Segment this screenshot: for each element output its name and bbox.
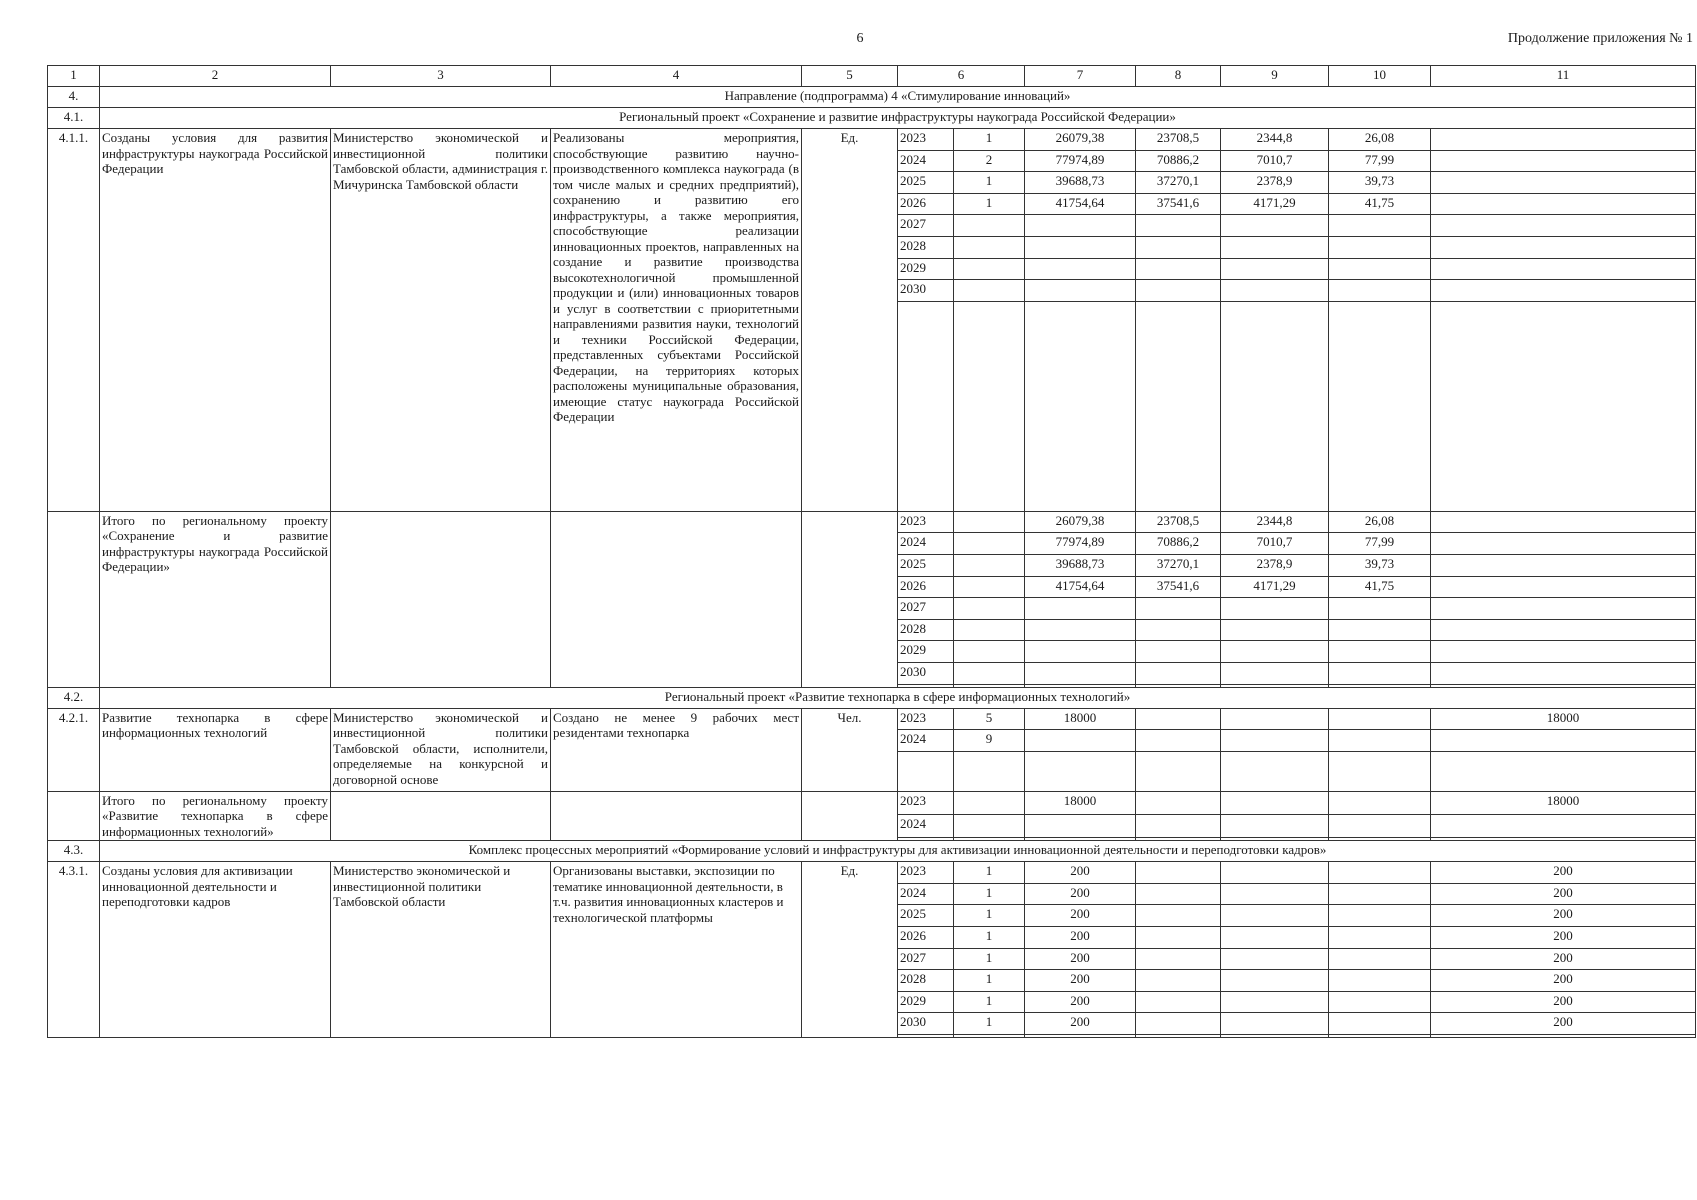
value-cell: 39,73 — [1329, 172, 1431, 194]
value-cell: 37270,1 — [1136, 172, 1221, 194]
value-cell: 77,99 — [1329, 150, 1431, 172]
value-cell — [954, 598, 1025, 620]
column-header: 7 — [1025, 66, 1136, 87]
value-cell — [1025, 730, 1136, 752]
section-number: 4.2. — [48, 687, 100, 708]
filler-cell — [1431, 751, 1696, 791]
value-cell — [954, 641, 1025, 663]
value-cell — [1136, 730, 1221, 752]
value-cell — [1136, 708, 1221, 730]
value-cell: 2 — [954, 150, 1025, 172]
value-cell — [1136, 598, 1221, 620]
value-cell — [1025, 598, 1136, 620]
value-cell: 18000 — [1025, 708, 1136, 730]
value-cell — [1221, 1013, 1329, 1035]
value-cell — [1136, 926, 1221, 948]
value-cell: 200 — [1431, 862, 1696, 884]
year-cell: 2028 — [898, 970, 954, 992]
value-cell — [1431, 215, 1696, 237]
value-cell — [1329, 948, 1431, 970]
year-cell: 2026 — [898, 576, 954, 598]
value-cell: 200 — [1431, 926, 1696, 948]
value-cell: 39688,73 — [1025, 172, 1136, 194]
value-cell — [1329, 215, 1431, 237]
value-cell — [1221, 991, 1329, 1013]
value-cell — [1221, 905, 1329, 927]
column-header: 11 — [1431, 66, 1696, 87]
year-cell: 2025 — [898, 905, 954, 927]
value-cell: 41,75 — [1329, 576, 1431, 598]
value-cell: 77974,89 — [1025, 150, 1136, 172]
value-cell — [1221, 280, 1329, 302]
value-cell — [1221, 730, 1329, 752]
section-title: Региональный проект «Сохранение и развитие инфраструктуры наукограда Российской Федерации» — [100, 108, 1696, 129]
column-header: 1 — [48, 66, 100, 87]
value-cell — [1136, 862, 1221, 884]
value-cell — [1025, 619, 1136, 641]
value-cell: 1 — [954, 1013, 1025, 1035]
value-cell — [1221, 708, 1329, 730]
year-cell: 2030 — [898, 662, 954, 684]
section-title: Региональный проект «Развитие технопарка в сфере информационных технологий» — [100, 687, 1696, 708]
year-cell: 2023 — [898, 791, 954, 814]
value-cell: 37541,6 — [1136, 576, 1221, 598]
result-text: Развитие технопарка в сфере информационных технологий — [100, 708, 331, 791]
value-cell: 1 — [954, 129, 1025, 151]
value-cell: 200 — [1431, 905, 1696, 927]
result-text: Созданы условия для активизации инновационной деятельности и переподготовки кадров — [100, 862, 331, 1038]
column-header: 4 — [551, 66, 802, 87]
value-cell: 1 — [954, 883, 1025, 905]
filler-cell — [954, 751, 1025, 791]
column-header: 8 — [1136, 66, 1221, 87]
year-cell: 2029 — [898, 991, 954, 1013]
value-cell: 37541,6 — [1136, 193, 1221, 215]
unit-text: Ед. — [802, 129, 898, 512]
value-cell: 1 — [954, 172, 1025, 194]
value-cell: 26,08 — [1329, 129, 1431, 151]
value-cell — [1221, 662, 1329, 684]
value-cell: 5 — [954, 708, 1025, 730]
value-cell — [954, 619, 1025, 641]
description-cell — [551, 791, 802, 841]
unit-text: Ед. — [802, 862, 898, 1038]
index-cell — [48, 511, 100, 687]
value-cell — [1329, 619, 1431, 641]
value-cell: 1 — [954, 926, 1025, 948]
value-cell — [1221, 862, 1329, 884]
year-cell: 2030 — [898, 1013, 954, 1035]
value-cell — [1329, 970, 1431, 992]
value-cell — [1025, 236, 1136, 258]
value-cell: 9 — [954, 730, 1025, 752]
value-cell: 4171,29 — [1221, 193, 1329, 215]
value-cell: 26,08 — [1329, 511, 1431, 533]
value-cell — [1025, 814, 1136, 837]
value-cell: 1 — [954, 862, 1025, 884]
value-cell — [1329, 258, 1431, 280]
year-cell: 2023 — [898, 862, 954, 884]
filler-cell — [1431, 1034, 1696, 1037]
value-cell — [1221, 619, 1329, 641]
value-cell: 200 — [1431, 991, 1696, 1013]
year-cell: 2024 — [898, 533, 954, 555]
filler-cell — [1025, 1034, 1136, 1037]
value-cell: 4171,29 — [1221, 576, 1329, 598]
year-cell: 2023 — [898, 129, 954, 151]
year-cell: 2026 — [898, 193, 954, 215]
responsible-text: Министерство экономической и инвестиционной политики Тамбовской области — [331, 862, 551, 1038]
value-cell: 1 — [954, 948, 1025, 970]
total-row — [48, 791, 1696, 814]
result-text: Созданы условия для развития инфраструктуры наукограда Российской Федерации — [100, 129, 331, 512]
year-cell: 2024 — [898, 150, 954, 172]
value-cell — [1329, 926, 1431, 948]
value-cell: 2344,8 — [1221, 129, 1329, 151]
value-cell — [1329, 1013, 1431, 1035]
responsible-cell — [331, 791, 551, 841]
value-cell — [954, 554, 1025, 576]
value-cell: 7010,7 — [1221, 533, 1329, 555]
value-cell: 26079,38 — [1025, 511, 1136, 533]
value-cell: 200 — [1431, 883, 1696, 905]
responsible-text: Министерство экономической и инвестиционной политики Тамбовской области, администрация г. Мичуринска Тамбовской области — [331, 129, 551, 512]
year-cell: 2027 — [898, 948, 954, 970]
value-cell: 41,75 — [1329, 193, 1431, 215]
value-cell: 37270,1 — [1136, 554, 1221, 576]
value-cell: 26079,38 — [1025, 129, 1136, 151]
filler-cell — [898, 1034, 954, 1037]
unit-cell — [802, 791, 898, 841]
section-number: 4.3. — [48, 841, 100, 862]
value-cell — [1025, 215, 1136, 237]
result-number: 4.3.1. — [48, 862, 100, 1038]
filler-cell — [1136, 751, 1221, 791]
value-cell — [954, 791, 1025, 814]
value-cell: 23708,5 — [1136, 511, 1221, 533]
value-cell — [1329, 641, 1431, 663]
filler-cell — [954, 1034, 1025, 1037]
value-cell — [954, 576, 1025, 598]
year-cell: 2024 — [898, 730, 954, 752]
year-cell: 2029 — [898, 258, 954, 280]
description-text: Реализованы мероприятия, способствующие развитию научно-производственного комплекса наукограда (в том числе малых и средних предприятий), сохранению и развитию его инфраструктуры, а также мероприятия, способствующие реализации инновационных проектов, направленных на создание и развитие производства высокотехнологичной промышленной продукции и (или) инновационных товаров и услуг в соответствии с приоритетными направлениями развития науки, технологий и техники Российской Федерации, представленных субъектами Российской Федерации, на территориях которых расположены муниципальные образования, имеющие статус наукограда Российской Федерации — [551, 129, 802, 512]
value-cell: 200 — [1025, 905, 1136, 927]
value-cell: 41754,64 — [1025, 193, 1136, 215]
value-cell: 200 — [1025, 948, 1136, 970]
value-cell — [1431, 129, 1696, 151]
description-text: Создано не менее 9 рабочих мест резидентами технопарка — [551, 708, 802, 791]
value-cell — [1136, 905, 1221, 927]
value-cell — [1136, 280, 1221, 302]
value-cell — [1136, 948, 1221, 970]
total-row — [48, 511, 1696, 533]
value-cell: 18000 — [1025, 791, 1136, 814]
description-cell — [551, 511, 802, 687]
column-header: 5 — [802, 66, 898, 87]
value-cell — [954, 533, 1025, 555]
value-cell: 7010,7 — [1221, 150, 1329, 172]
value-cell: 70886,2 — [1136, 533, 1221, 555]
result-row — [48, 129, 1696, 151]
result-number: 4.2.1. — [48, 708, 100, 791]
year-cell: 2025 — [898, 554, 954, 576]
filler-cell — [1025, 301, 1136, 511]
value-cell — [1431, 598, 1696, 620]
responsible-text: Министерство экономической и инвестиционной политики Тамбовской области, исполнители, определяемые на конкурсной и договорной основе — [331, 708, 551, 791]
value-cell — [1431, 258, 1696, 280]
value-cell: 39,73 — [1329, 554, 1431, 576]
filler-cell — [1136, 301, 1221, 511]
section-number: 4.1. — [48, 108, 100, 129]
unit-cell — [802, 511, 898, 687]
value-cell: 1 — [954, 970, 1025, 992]
description-text: Организованы выставки, экспозиции по тематике инновационной деятельности, в т.ч. развития инновационных кластеров и технологической платформы — [551, 862, 802, 1038]
value-cell — [1329, 991, 1431, 1013]
value-cell — [1431, 511, 1696, 533]
result-row — [48, 708, 1696, 730]
value-cell — [1136, 215, 1221, 237]
filler-cell — [1431, 301, 1696, 511]
value-cell — [1136, 236, 1221, 258]
value-cell — [1221, 814, 1329, 837]
value-cell — [1221, 215, 1329, 237]
value-cell — [1431, 533, 1696, 555]
section-title: Направление (подпрограмма) 4 «Стимулирование инноваций» — [100, 87, 1696, 108]
appendix-note: Продолжение приложения № 1 — [1507, 31, 1693, 46]
value-cell — [1431, 619, 1696, 641]
value-cell — [1221, 258, 1329, 280]
value-cell: 200 — [1025, 1013, 1136, 1035]
value-cell — [1136, 619, 1221, 641]
value-cell — [1329, 236, 1431, 258]
value-cell — [1329, 280, 1431, 302]
section-row — [48, 687, 1696, 708]
filler-cell — [1136, 1034, 1221, 1037]
year-cell: 2027 — [898, 598, 954, 620]
column-header: 3 — [331, 66, 551, 87]
value-cell — [1431, 193, 1696, 215]
value-cell — [1431, 172, 1696, 194]
filler-cell — [1329, 751, 1431, 791]
value-cell — [1025, 662, 1136, 684]
value-cell — [1221, 970, 1329, 992]
value-cell — [1221, 883, 1329, 905]
index-cell — [48, 791, 100, 841]
value-cell: 77974,89 — [1025, 533, 1136, 555]
value-cell: 200 — [1431, 1013, 1696, 1035]
value-cell: 1 — [954, 193, 1025, 215]
value-cell: 1 — [954, 991, 1025, 1013]
value-cell — [1329, 708, 1431, 730]
unit-text: Чел. — [802, 708, 898, 791]
value-cell: 2344,8 — [1221, 511, 1329, 533]
value-cell — [1221, 926, 1329, 948]
value-cell: 200 — [1025, 991, 1136, 1013]
value-cell: 2378,9 — [1221, 554, 1329, 576]
page-number: 6 — [856, 31, 864, 46]
value-cell — [1329, 862, 1431, 884]
value-cell — [1136, 814, 1221, 837]
value-cell: 18000 — [1431, 791, 1696, 814]
value-cell: 200 — [1431, 948, 1696, 970]
value-cell — [1431, 662, 1696, 684]
filler-cell — [1329, 1034, 1431, 1037]
year-cell: 2029 — [898, 641, 954, 663]
value-cell — [1136, 1013, 1221, 1035]
value-cell — [1221, 948, 1329, 970]
value-cell — [954, 236, 1025, 258]
value-cell — [1329, 598, 1431, 620]
value-cell — [1025, 258, 1136, 280]
result-number: 4.1.1. — [48, 129, 100, 512]
value-cell — [954, 662, 1025, 684]
value-cell — [1431, 236, 1696, 258]
value-cell — [1431, 150, 1696, 172]
value-cell — [1329, 662, 1431, 684]
value-cell — [954, 814, 1025, 837]
filler-cell — [954, 301, 1025, 511]
filler-cell — [1221, 751, 1329, 791]
value-cell: 200 — [1025, 883, 1136, 905]
value-cell — [1136, 991, 1221, 1013]
column-header: 9 — [1221, 66, 1329, 87]
value-cell — [1431, 576, 1696, 598]
value-cell — [1136, 791, 1221, 814]
value-cell — [1025, 641, 1136, 663]
year-cell: 2028 — [898, 236, 954, 258]
value-cell — [1136, 970, 1221, 992]
value-cell — [1329, 791, 1431, 814]
year-cell: 2028 — [898, 619, 954, 641]
value-cell — [1431, 280, 1696, 302]
value-cell — [1329, 814, 1431, 837]
filler-cell — [898, 301, 954, 511]
filler-cell — [898, 751, 954, 791]
value-cell — [1221, 791, 1329, 814]
filler-cell — [1221, 301, 1329, 511]
value-cell — [1329, 883, 1431, 905]
value-cell: 70886,2 — [1136, 150, 1221, 172]
responsible-cell — [331, 511, 551, 687]
filler-cell — [1025, 751, 1136, 791]
value-cell: 77,99 — [1329, 533, 1431, 555]
section-number: 4. — [48, 87, 100, 108]
value-cell: 200 — [1025, 862, 1136, 884]
year-cell: 2024 — [898, 814, 954, 837]
value-cell — [1329, 905, 1431, 927]
filler-cell — [1221, 1034, 1329, 1037]
value-cell: 18000 — [1431, 708, 1696, 730]
column-header-row — [48, 66, 1696, 87]
program-table — [47, 65, 1696, 1038]
value-cell: 41754,64 — [1025, 576, 1136, 598]
total-label: Итого по региональному проекту «Сохранение и развитие инфраструктуры наукограда Российской Федерации» — [100, 511, 331, 687]
value-cell — [1431, 554, 1696, 576]
year-cell: 2024 — [898, 883, 954, 905]
year-cell: 2023 — [898, 511, 954, 533]
year-cell: 2025 — [898, 172, 954, 194]
filler-cell — [1329, 301, 1431, 511]
value-cell — [1431, 730, 1696, 752]
value-cell — [1329, 730, 1431, 752]
column-header: 6 — [898, 66, 1025, 87]
section-title: Комплекс процессных мероприятий «Формирование условий и инфраструктуры для активизации инновационной деятельности и переподготовки кадров» — [100, 841, 1696, 862]
value-cell — [1221, 641, 1329, 663]
year-cell: 2030 — [898, 280, 954, 302]
value-cell — [954, 258, 1025, 280]
value-cell — [1136, 662, 1221, 684]
year-cell: 2023 — [898, 708, 954, 730]
column-header: 2 — [100, 66, 331, 87]
value-cell — [1221, 598, 1329, 620]
value-cell: 39688,73 — [1025, 554, 1136, 576]
year-cell: 2027 — [898, 215, 954, 237]
section-row — [48, 87, 1696, 108]
value-cell — [1136, 883, 1221, 905]
section-row — [48, 108, 1696, 129]
value-cell — [1136, 641, 1221, 663]
section-row — [48, 841, 1696, 862]
value-cell — [1431, 641, 1696, 663]
value-cell — [954, 511, 1025, 533]
column-header: 10 — [1329, 66, 1431, 87]
result-row — [48, 862, 1696, 884]
value-cell: 200 — [1025, 926, 1136, 948]
value-cell — [1136, 258, 1221, 280]
value-cell — [954, 280, 1025, 302]
value-cell: 200 — [1025, 970, 1136, 992]
value-cell: 1 — [954, 905, 1025, 927]
value-cell: 23708,5 — [1136, 129, 1221, 151]
value-cell — [954, 215, 1025, 237]
total-label: Итого по региональному проекту «Развитие технопарка в сфере информационных технологий» — [100, 791, 331, 841]
year-cell: 2026 — [898, 926, 954, 948]
value-cell — [1221, 236, 1329, 258]
value-cell: 2378,9 — [1221, 172, 1329, 194]
value-cell — [1431, 814, 1696, 837]
value-cell — [1025, 280, 1136, 302]
value-cell: 200 — [1431, 970, 1696, 992]
